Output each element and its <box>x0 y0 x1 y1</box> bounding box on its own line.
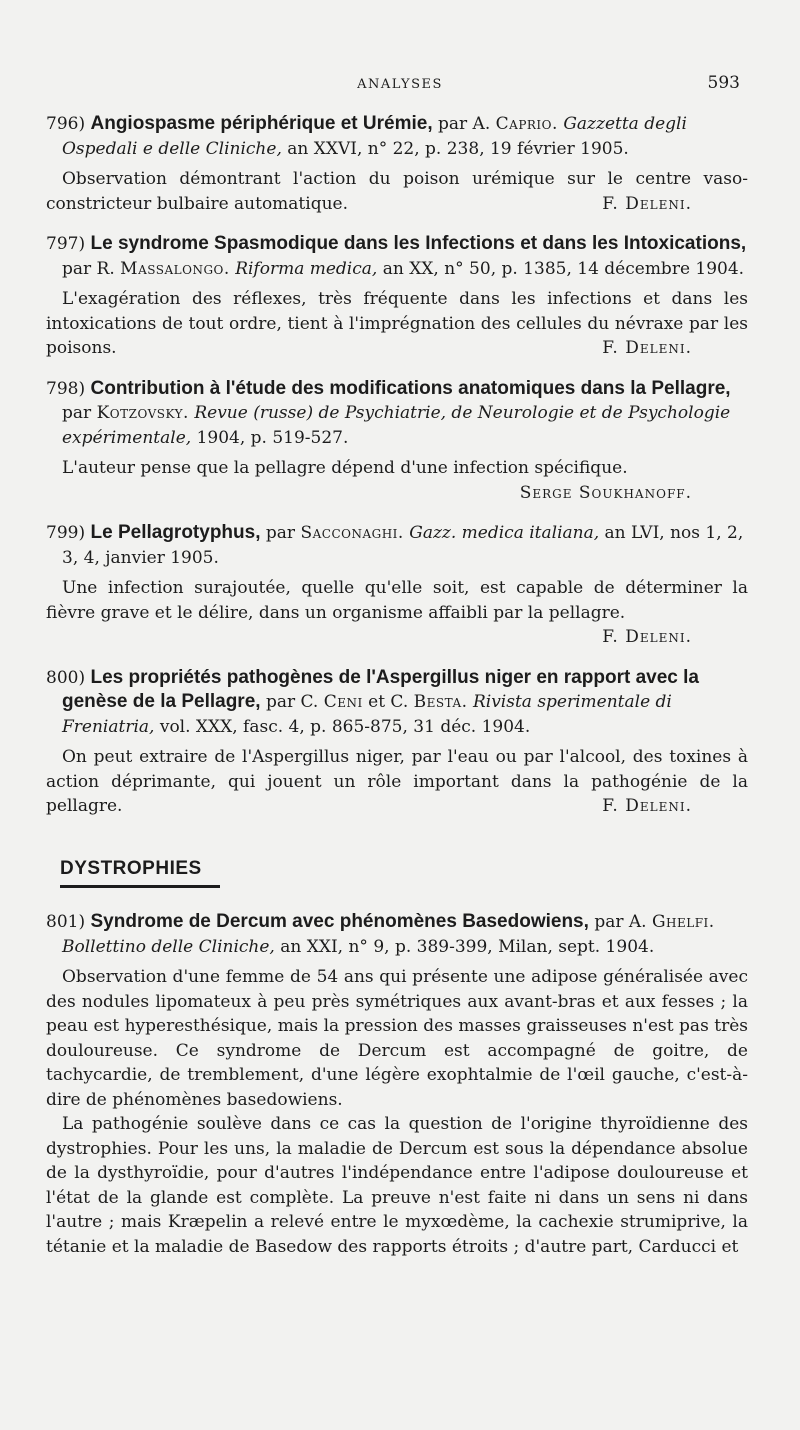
entry-source: Revue (russe) de Psychiatrie, de Neurologie et de Psychologie expérimentale, <box>62 403 731 448</box>
entry-body <box>46 745 748 819</box>
entry-title: Contribution à l'étude des modifications anatomiques dans la Pellagre, <box>90 377 731 399</box>
section-title: DYSTROPHIES <box>60 857 202 879</box>
entry-by: par A. <box>438 114 491 134</box>
entry-body: Observation d'une femme de 54 ans qui présente une adipose généralisée avec des nodules lipomateux à peu près symétriques aux avant-bras et aux fesses ; la peau est hyperesthésique, mais la pression des masses graisseuses n'est pas très douloureuse. Ce syndrome de Dercum est accompagné de goitre, de tachycardie, de tremblement, d'une légère exophtalmie de l'œil gauche, c'est-à-dire de phénomènes basedowiens. <box>46 967 748 1110</box>
entry-body-text: L'auteur pense que la pellagre dépend d'une infection spécifique. <box>62 458 628 478</box>
abstract-entry <box>46 232 748 361</box>
entry-signature: F. Deleni. <box>602 627 692 647</box>
entry-author: Caprio. <box>495 114 558 134</box>
entry-author: Massalongo. <box>120 258 230 279</box>
entry-title: Le Pellagrotyphus, <box>90 522 261 543</box>
entry-details: an XXI, n° 9, p. 389-399, Milan, sept. 1904. <box>280 936 655 957</box>
entry-heading <box>46 666 748 740</box>
entry-body-text: L'exagération des réflexes, très fréquente dans les infections et dans les intoxications de tout ordre, tient à l'imprégnation des cellules du névraxe par les poisons. <box>46 289 748 358</box>
entry-title: Les propriétés pathogènes de l'Aspergillus niger en rapport avec la genèse de la Pellagre, <box>62 666 699 712</box>
entry-details: an LVI, nos 1, 2, 3, 4, janvier 1905. <box>62 523 744 568</box>
running-title: ANALYSES <box>357 77 443 92</box>
entry-author: Kotzovsky. <box>96 403 189 423</box>
entry-body-text: On peut extraire de l'Aspergillus niger, par l'eau ou par l'alcool, des toxines à action déprimante, qui jouent un rôle important dans la pathogénie de la pellagre. <box>46 747 748 816</box>
entry-by: par C. <box>265 692 319 712</box>
abstract-entry <box>46 910 748 1259</box>
entry-source: Bollettino delle Cliniche, <box>62 936 275 957</box>
entry-details: an XXVI, n° 22, p. 238, 19 février 1905. <box>287 138 629 159</box>
entry-body <box>46 287 748 361</box>
section-rule <box>60 885 220 888</box>
entry-details: an XX, n° 50, p. 1385, 14 décembre 1904. <box>382 258 745 279</box>
entry-author: Sacconaghi. <box>300 523 404 543</box>
entry-signature: F. Deleni. <box>602 338 692 358</box>
entry-heading <box>46 232 748 281</box>
entry-source: Gazzetta degli Ospedali e delle Cliniche, <box>62 114 687 159</box>
entry-by: par A. <box>594 912 647 932</box>
page-number: 593 <box>707 73 740 93</box>
entry-heading <box>46 521 748 570</box>
entry-body <box>46 456 748 481</box>
entry-number: 798) <box>46 378 86 399</box>
entry-source: Riforma medica, <box>235 258 378 279</box>
entry-author: Ceni <box>323 692 363 712</box>
entry-signature: F. Deleni. <box>602 193 692 214</box>
entry-number: 796) <box>46 114 86 134</box>
entry-number: 799) <box>46 523 86 543</box>
entry-heading <box>46 112 748 161</box>
page-content <box>46 112 748 1275</box>
entry-title: Le syndrome Spasmodique dans les Infections et dans les Intoxications, <box>90 233 747 254</box>
entry-source: Gazz. medica italiana, <box>409 523 600 543</box>
entry-body-text: Une infection surajoutée, quelle qu'elle soit, est capable de déterminer la fièvre grave et le délire, dans un organisme affaibli par la pellagre. <box>46 578 748 623</box>
entry-details: vol. XXX, fasc. 4, p. 865-875, 31 déc. 1904. <box>159 716 531 737</box>
entry-heading <box>46 910 748 959</box>
entry-signature: F. Deleni. <box>602 796 692 816</box>
entry-details: 1904, p. 519-527. <box>196 427 349 448</box>
abstract-entry <box>46 666 748 819</box>
entry-number: 800) <box>46 667 86 688</box>
entry-signature: Serge Soukhanoff. <box>519 482 692 503</box>
abstract-entry <box>46 521 748 650</box>
entry-and: et C. <box>368 692 409 712</box>
entry-body-text: Observation démontrant l'action du poison urémique sur le centre vaso-constricteur bulbaire automatique. <box>46 169 748 214</box>
entry-number: 797) <box>46 234 86 254</box>
entry-body: La pathogénie soulève dans ce cas la question de l'origine thyroïdienne des dystrophies. Pour les uns, la maladie de Dercum est sous la dépendance absolue de la dysthyroïdie, pour d'autres l'indépendance entre l'adipose douloureuse et l'état de la glande est complète. La preuve n'est faite ni dans un sens ni dans l'autre ; mais Kræpelin a relevé entre le myxœdème, la cachexie strumiprive, la tétanie et la maladie de Basedow des rapports étroits ; d'autre part, Carducci et <box>46 1114 748 1257</box>
entry-by: par R. <box>62 258 115 279</box>
abstract-entry <box>46 112 748 216</box>
entry-number: 801) <box>46 912 86 932</box>
entry-source: Rivista sperimentale di Freniatria, <box>62 692 672 737</box>
abstract-entry <box>46 377 748 506</box>
entry-title: Syndrome de Dercum avec phénomènes Basedowiens, <box>90 911 589 932</box>
entry-by: par <box>62 403 92 423</box>
entry-author: Ghelfi. <box>651 912 715 932</box>
section-heading <box>60 857 748 889</box>
entry-title: Angiospasme périphérique et Urémie, <box>90 113 433 134</box>
entry-author-2: Besta. <box>413 692 468 712</box>
running-head <box>60 73 740 97</box>
entry-by: par <box>265 523 296 543</box>
entry-heading <box>46 377 748 451</box>
entry-body <box>46 576 748 625</box>
entry-body <box>46 167 748 216</box>
